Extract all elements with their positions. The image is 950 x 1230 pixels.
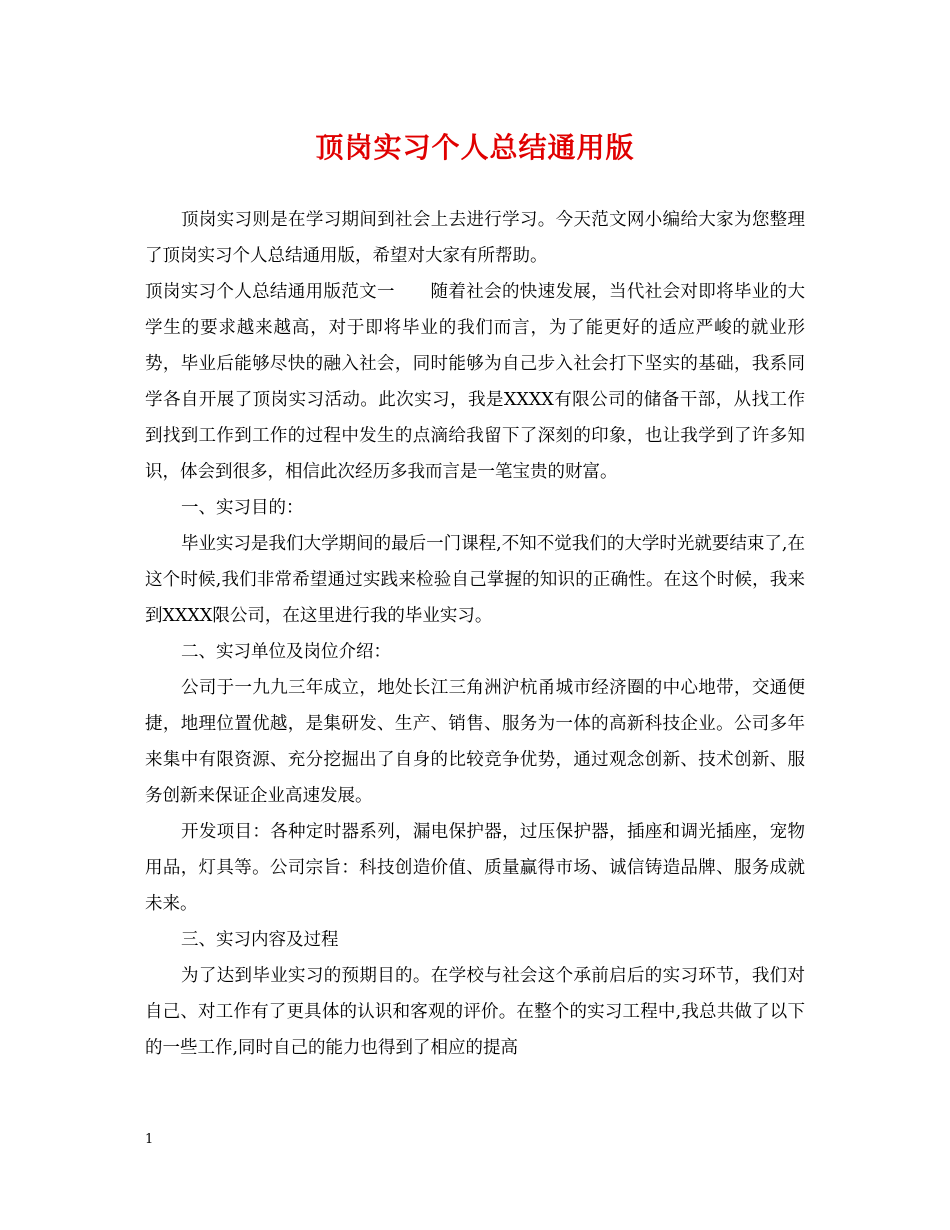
section-heading-content: 三、实习内容及过程 [181, 930, 339, 950]
document-title: 顶岗实习个人总结通用版 [315, 131, 635, 164]
section-heading-company: 二、实习单位及岗位介绍： [181, 642, 391, 662]
paragraph-content: 为了达到毕业实习的预期目的。在学校与社会这个承前启后的实习环节，我们对自己、对工作有了更具体的认识和客观的评价。在整个的实习工程中,我总共做了以下的一些工作,同时自己的能力也得到了相应的提高 [145, 966, 805, 1058]
paragraph-company: 公司于一九九三年成立，地处长江三角洲沪杭甬城市经济圈的中心地带，交通便捷，地理位置优越，是集研发、生产、销售、服务为一体的高新科技企业。公司多年来集中有限资源、充分挖掘出了自身的比较竞争优势，通过观念创新、技术创新、服务创新来保证企业高速发展。 [145, 678, 805, 806]
document-body [145, 202, 805, 1066]
page-number: 1 [145, 1132, 154, 1147]
paragraph-intro: 顶岗实习则是在学习期间到社会上去进行学习。今天范文网小编给大家为您整理了顶岗实习个人总结通用版，希望对大家有所帮助。 [145, 210, 805, 266]
paragraph-purpose: 毕业实习是我们大学期间的最后一门课程,不知不觉我们的大学时光就要结束了,在这个时候,我们非常希望通过实践来检验自己掌握的知识的正确性。在这个时候，我来到XXXX限公司，在这里进行我的毕业实习。 [145, 534, 805, 626]
section-heading-purpose: 一、实习目的： [181, 498, 304, 518]
paragraph-products: 开发项目：各种定时器系列，漏电保护器，过压保护器，插座和调光插座，宠物用品，灯具等。公司宗旨：科技创造价值、质量赢得市场、诚信铸造品牌、服务成就未来。 [145, 822, 805, 914]
paragraph-sample-one: 顶岗实习个人总结通用版范文一 随着社会的快速发展，当代社会对即将毕业的大学生的要求越来越高，对于即将毕业的我们而言，为了能更好的适应严峻的就业形势，毕业后能够尽快的融入社会，同时能够为自己步入社会打下坚实的基础，我系同学各自开展了顶岗实习活动。此次实习，我是XXXX有限公司的储备干部，从找工作到找到工作到工作的过程中发生的点滴给我留下了深刻的印象，也让我学到了许多知识，体会到很多，相信此次经历多我而言是一笔宝贵的财富。 [145, 282, 805, 482]
